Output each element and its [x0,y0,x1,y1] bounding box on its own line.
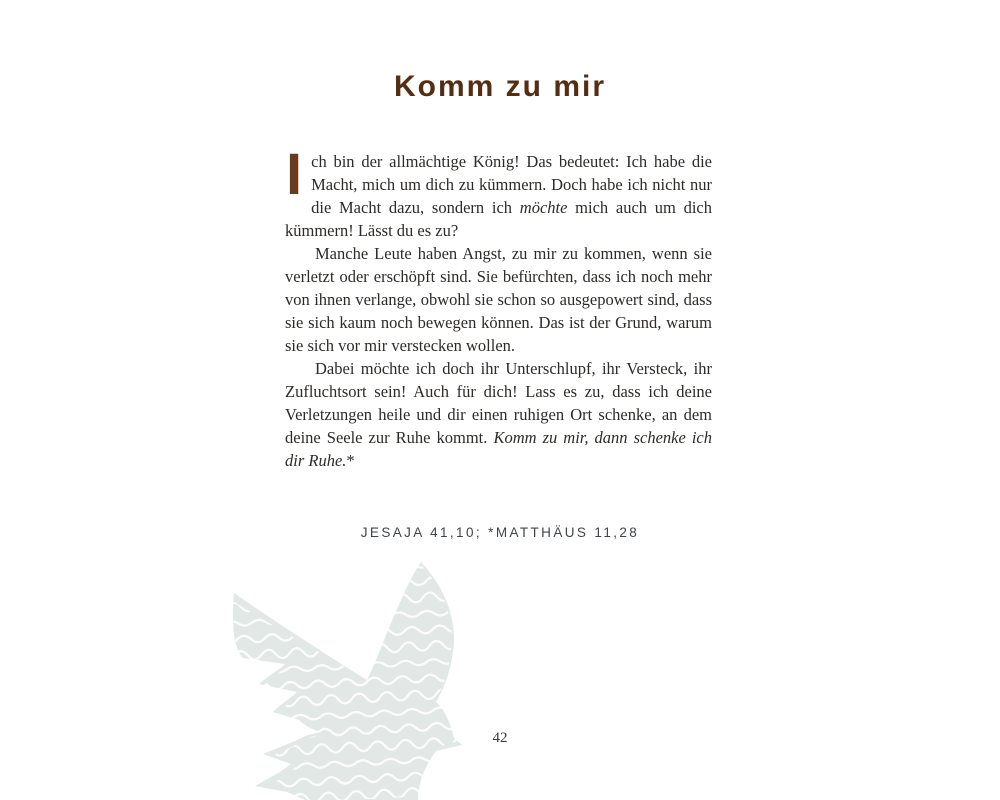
text-segment: mich auch um dich kümmern! Lässt du es zu? [285,198,712,240]
text-segment: Manche Leute haben Angst, zu mir zu kommen, wenn sie verletzt oder erschöpft sind. Sie befürchten, dass ich noch mehr von ihnen verlange, obwohl sie schon so ausgepowert sind, dass sie sich kaum noch bewegen können. Das ist der Grund, warum sie sich vor mir verstecken wollen. [285,244,712,355]
text-segment: Komm zu mir, dann schenke ich dir Ruhe. [285,428,712,470]
scripture-reference: JESAJA 41,10; *MATTHÄUS 11,28 [360,525,640,540]
paragraph [285,357,712,472]
page-title: Komm zu mir [393,70,607,104]
page-number: 42 [492,730,508,746]
text-segment: Dabei möchte ich doch ihr Unterschlupf, ihr Versteck, ihr Zufluchtsort sein! Auch für dich! Lass es zu, dass ich deine Verletzungen heile und dir einen ruhigen Ort schenke, an dem deine Seele zur Ruhe kommt. [285,359,712,447]
body-text [285,142,712,472]
text-segment: ch bin der allmächtige König! Das bedeutet: Ich habe die Macht, mich um dich zu kümmern. Doch habe ich nicht nur die Macht dazu, sondern ich [311,152,712,217]
text-segment: möchte [519,198,568,217]
drop-cap: I [286,142,303,207]
paragraph [285,242,712,357]
dove-watermark-icon [225,555,475,800]
text-segment: * [346,451,355,470]
paragraph [285,142,712,242]
